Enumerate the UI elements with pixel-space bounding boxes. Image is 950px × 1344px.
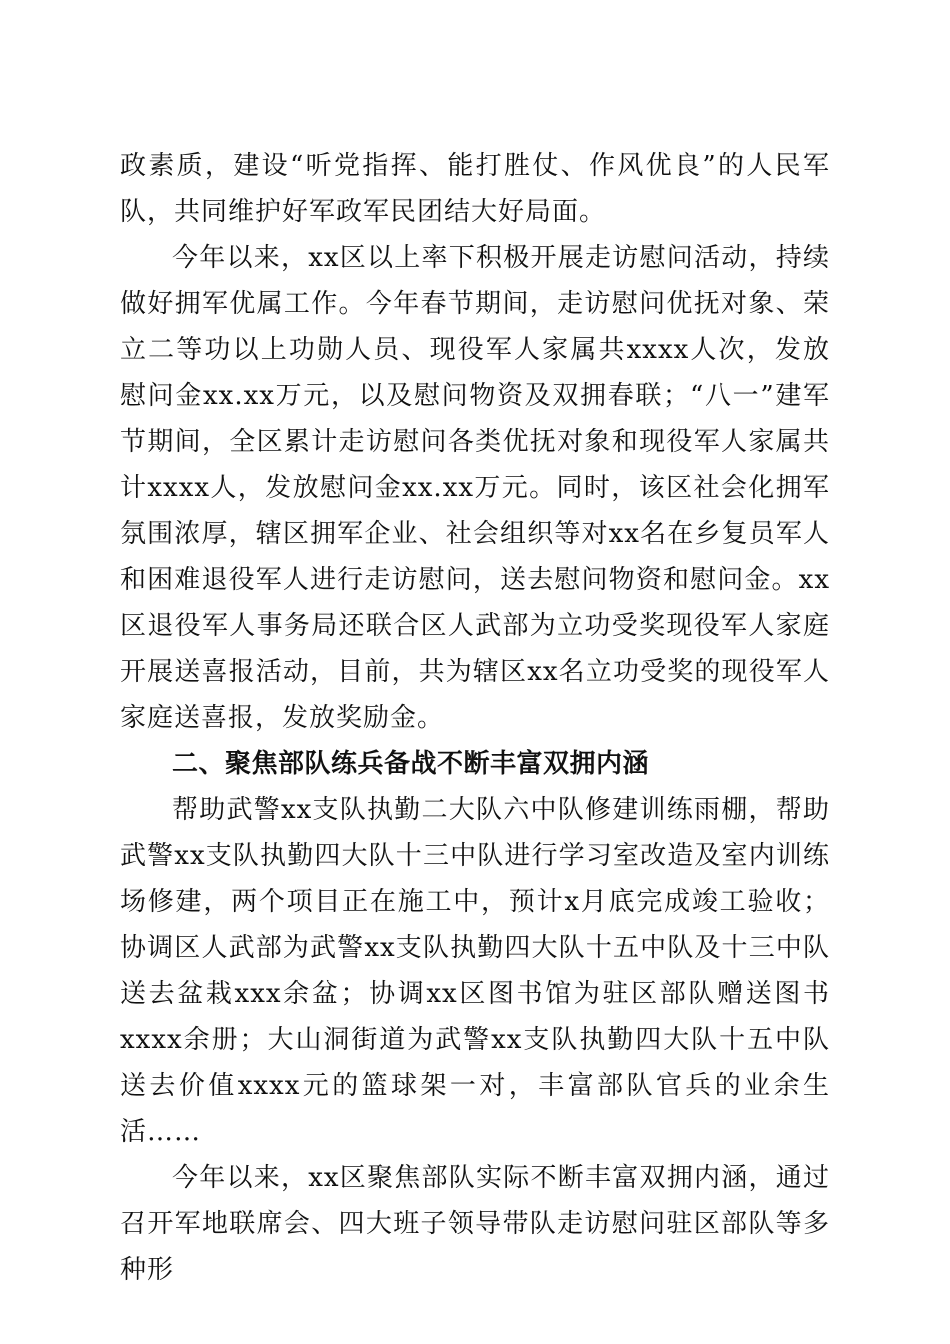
- paragraph-4: 今年以来，xx区聚焦部队实际不断丰富双拥内涵，通过召开军地联席会、四大班子领导带队走访慰问驻区部队等多种形: [120, 1163, 830, 1285]
- paragraph-3: 帮助武警xx支队执勤二大队六中队修建训练雨棚，帮助武警xx支队执勤四大队十三中队进行学习室改造及室内训练场修建，两个项目正在施工中，预计x月底完成竣工验收；协调区人武部为武警xx支队执勤四大队十五中队及十三中队送去盆栽xxx余盆；协调xx区图书馆为驻区部队赠送图书xxxx余册；大山洞街道为武警xx支队执勤四大队十五中队送去价值xxxx元的篮球架一对，丰富部队官兵的业余生活……: [120, 795, 830, 1147]
- document-body: [120, 143, 830, 1293]
- paragraph-2: 今年以来，xx区以上率下积极开展走访慰问活动，持续做好拥军优属工作。今年春节期间，走访慰问优抚对象、荣立二等功以上功勋人员、现役军人家属共xxxx人次，发放慰问金xx.xx万元，以及慰问物资及双拥春联；“八一”建军节期间，全区累计走访慰问各类优抚对象和现役军人家属共计xxxx人，发放慰问金xx.xx万元。同时，该区社会化拥军氛围浓厚，辖区拥军企业、社会组织等对xx名在乡复员军人和困难退役军人进行走访慰问，送去慰问物资和慰问金。xx区退役军人事务局还联合区人武部为立功受奖现役军人家庭开展送喜报活动，目前，共为辖区xx名立功受奖的现役军人家庭送喜报，发放奖励金。: [120, 243, 830, 733]
- section-heading: 二、聚焦部队练兵备战不断丰富双拥内涵: [172, 749, 650, 779]
- paragraph-1: 政素质，建设“听党指挥、能打胜仗、作风优良”的人民军队，共同维护好军政军民团结大好局面。: [120, 151, 830, 227]
